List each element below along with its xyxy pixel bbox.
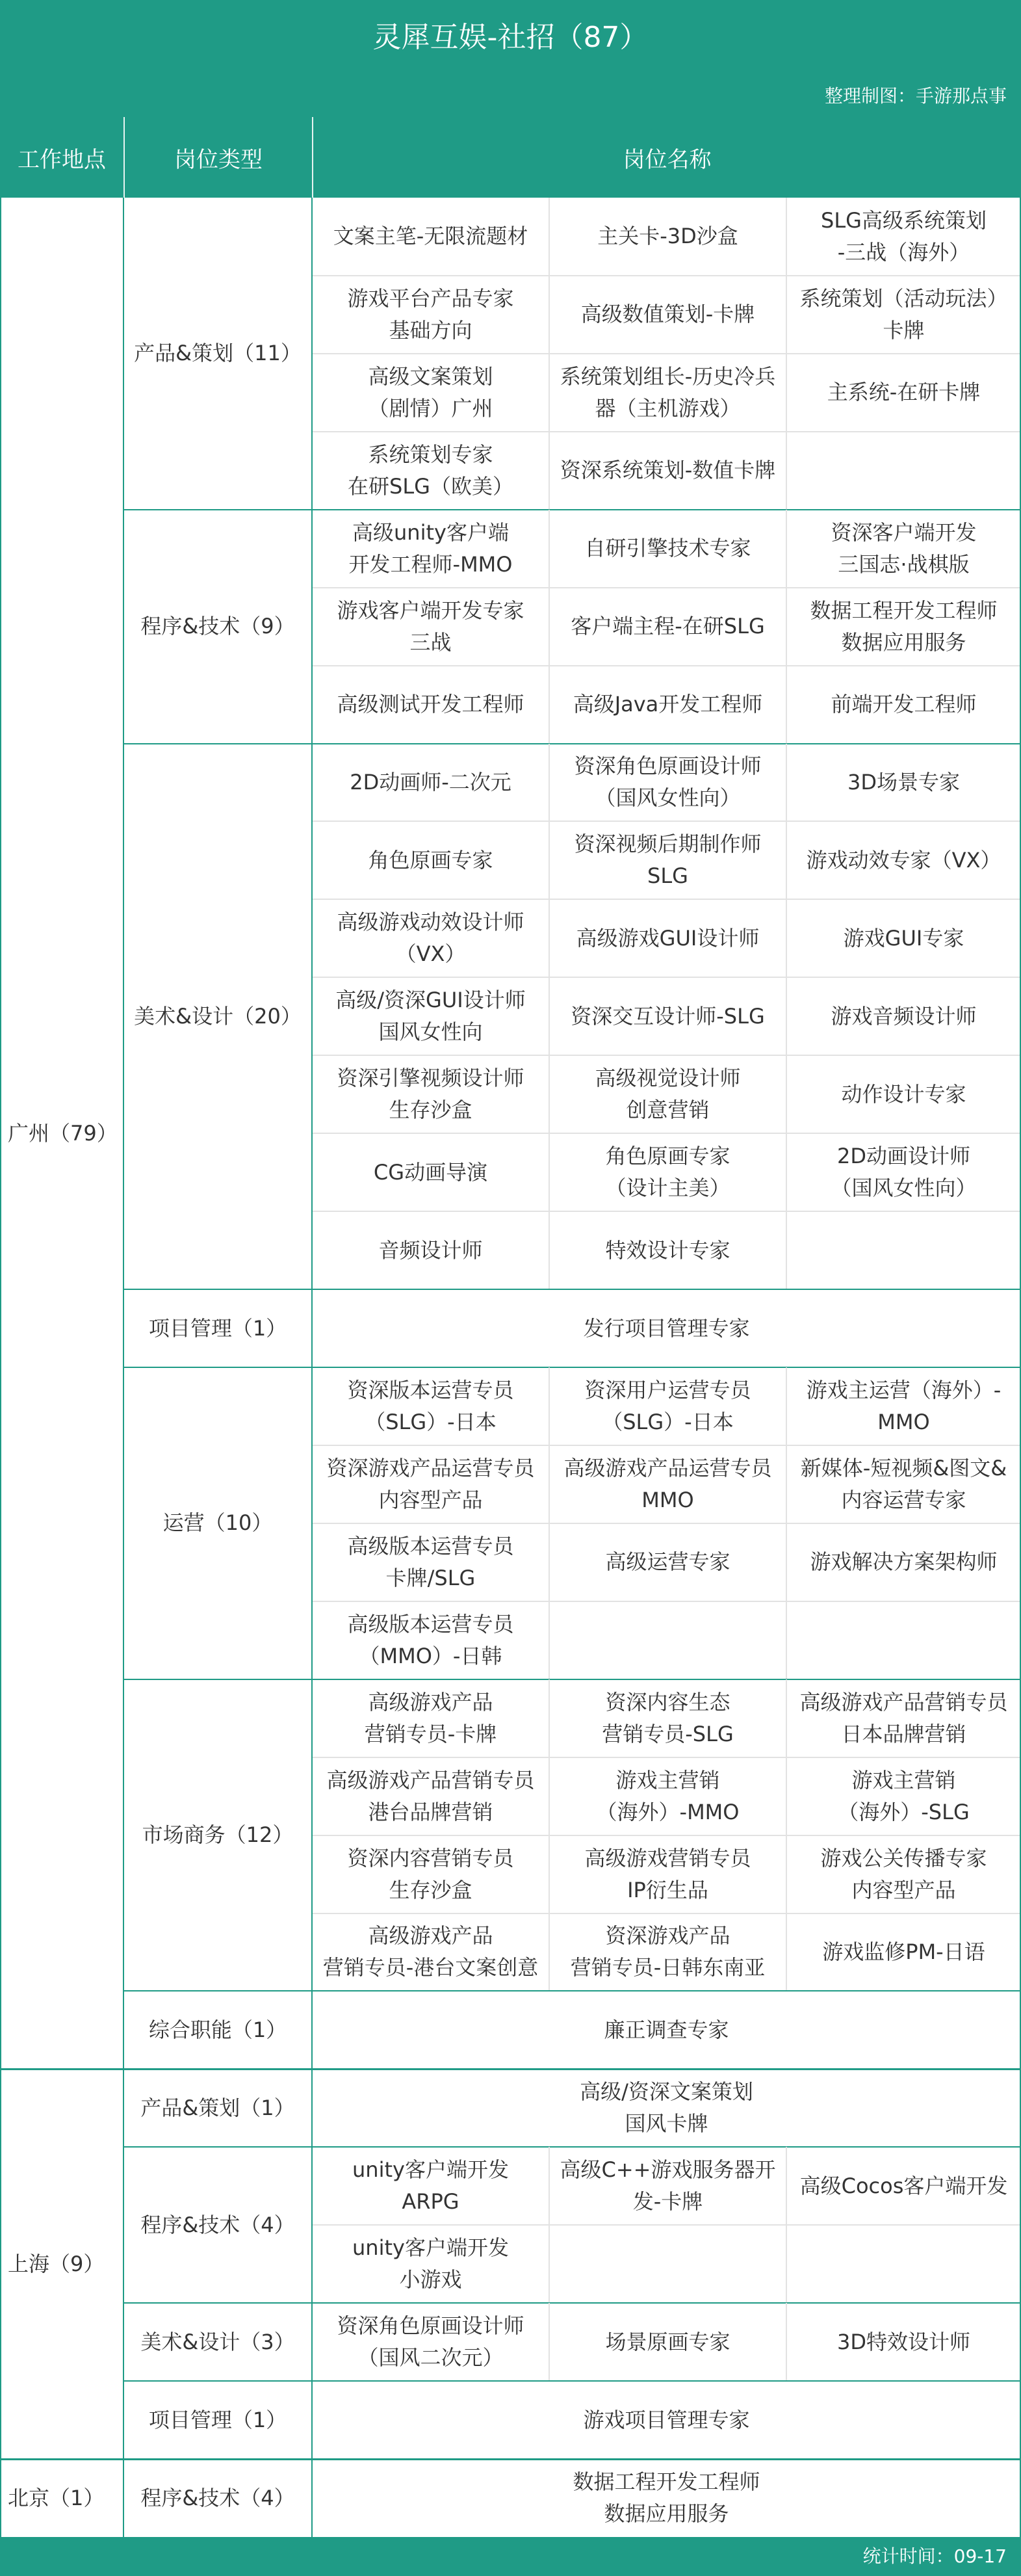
job-cell: 廉正调查专家 bbox=[604, 2017, 729, 2042]
job-cell: 系统策划（活动玩法） 卡牌 bbox=[799, 285, 1008, 343]
row-divider bbox=[312, 1055, 1021, 1056]
job-cell: 高级游戏产品 营销专员-港台文案创意 bbox=[322, 1923, 539, 1980]
job-cell: 资深用户运营专员 （SLG）-日本 bbox=[584, 1377, 751, 1434]
page-title: 灵犀互娱-社招（87） bbox=[372, 21, 649, 54]
empty-cell bbox=[786, 432, 1021, 510]
job-cell: 高级测试开发工程师 bbox=[337, 692, 524, 717]
job-cell: 游戏主营销 （海外）-MMO bbox=[596, 1767, 740, 1824]
column-divider bbox=[549, 1679, 550, 1991]
job-cell: 特效设计专家 bbox=[605, 1237, 730, 1263]
job-cell: 资深客户端开发 三国志·战棋版 bbox=[831, 519, 977, 577]
category-cell: 综合职能（1） bbox=[148, 2017, 287, 2042]
job-cell: 音频设计师 bbox=[378, 1237, 483, 1263]
job-cell: 资深视频后期制作师 SLG bbox=[574, 832, 762, 889]
column-divider bbox=[786, 744, 787, 1290]
job-cell: 高级文案策划 （剧情）广州 bbox=[368, 363, 493, 421]
job-cell: 高级游戏GUI设计师 bbox=[576, 925, 760, 951]
title-banner bbox=[0, 0, 1021, 117]
row-divider bbox=[312, 1445, 1021, 1446]
job-cell: 高级/资深文案策划 国风卡牌 bbox=[580, 2079, 753, 2136]
column-divider bbox=[549, 510, 550, 744]
column-header-category: 岗位类型 bbox=[123, 117, 312, 198]
column-divider bbox=[549, 744, 550, 1290]
row-divider bbox=[312, 1913, 1021, 1914]
category-column-border bbox=[311, 198, 313, 2537]
job-cell: 系统策划专家 在研SLG（欧美） bbox=[348, 441, 513, 499]
empty-cell bbox=[786, 1601, 1021, 1679]
job-cell: 资深交互设计师-SLG bbox=[571, 1003, 765, 1029]
job-cell: 游戏音频设计师 bbox=[831, 1003, 977, 1029]
job-cell: 资深角色原画设计师 （国风女性向） bbox=[574, 754, 762, 811]
category-cell: 美术&设计（20） bbox=[134, 1003, 302, 1029]
category-cell: 产品&策划（1） bbox=[140, 2095, 295, 2120]
job-cell: 游戏项目管理专家 bbox=[583, 2407, 750, 2432]
column-divider bbox=[786, 2303, 787, 2381]
row-divider bbox=[312, 1601, 1021, 1602]
row-divider bbox=[312, 587, 1021, 588]
job-cell: 游戏监修PM-日语 bbox=[822, 1939, 985, 1964]
location-cell: 广州（79） bbox=[8, 1120, 118, 1146]
job-cell: 资深内容生态 营销专员-SLG bbox=[602, 1689, 734, 1746]
location-cell: 上海（9） bbox=[8, 2251, 105, 2276]
job-cell: 动作设计专家 bbox=[841, 1081, 966, 1107]
job-cell: 客户端主程-在研SLG bbox=[571, 614, 765, 639]
job-cell: 2D动画设计师 （国风女性向） bbox=[831, 1144, 977, 1201]
job-cell: 高级游戏产品营销专员 港台品牌营销 bbox=[326, 1767, 535, 1824]
job-cell: 高级游戏产品营销专员 日本品牌营销 bbox=[799, 1689, 1008, 1746]
row-divider bbox=[312, 665, 1021, 666]
column-divider bbox=[786, 2147, 787, 2303]
job-cell: 高级游戏营销专员 IP衍生品 bbox=[584, 1845, 751, 1902]
column-divider bbox=[786, 510, 787, 744]
empty-cell bbox=[786, 1211, 1021, 1289]
category-cell: 市场商务（12） bbox=[142, 1822, 294, 1848]
job-cell: 数据工程开发工程师 数据应用服务 bbox=[810, 598, 998, 655]
job-cell: 游戏主运营（海外）- MMO bbox=[806, 1377, 1002, 1434]
job-cell: 文案主笔-无限流题材 bbox=[333, 224, 528, 249]
row-divider bbox=[312, 353, 1021, 354]
stat-time: 统计时间：09-17 bbox=[862, 2545, 1007, 2567]
row-divider bbox=[312, 1757, 1021, 1758]
category-cell: 项目管理（1） bbox=[148, 2407, 287, 2432]
empty-cell bbox=[786, 2225, 1021, 2303]
category-cell: 运营（10） bbox=[162, 1510, 273, 1536]
job-cell: 2D动画师-二次元 bbox=[350, 769, 511, 795]
column-header-location: 工作地点 bbox=[0, 117, 123, 198]
job-cell: unity客户端开发 小游戏 bbox=[352, 2235, 509, 2293]
column-divider bbox=[549, 2303, 550, 2381]
job-cell: 游戏动效专家（VX） bbox=[806, 847, 1002, 873]
job-cell: 前端开发工程师 bbox=[831, 692, 977, 717]
job-cell: CG动画导演 bbox=[373, 1159, 488, 1185]
category-cell: 产品&策划（11） bbox=[134, 341, 302, 366]
job-cell: 场景原画专家 bbox=[605, 2329, 730, 2354]
row-divider bbox=[312, 1211, 1021, 1212]
job-cell: 游戏GUI专家 bbox=[843, 925, 964, 951]
credit-text: 整理制图：手游那点事 bbox=[824, 85, 1007, 107]
location-cell: 北京（1） bbox=[8, 2485, 105, 2510]
category-cell: 程序&技术（4） bbox=[140, 2212, 295, 2237]
job-cell: 游戏平台产品专家 基础方向 bbox=[347, 285, 514, 343]
job-cell: 资深版本运营专员 （SLG）-日本 bbox=[347, 1377, 514, 1434]
job-cell: 资深游戏产品 营销专员-日韩东南亚 bbox=[570, 1923, 766, 1980]
job-cell: 游戏客户端开发专家 三战 bbox=[337, 598, 524, 655]
row-divider bbox=[312, 275, 1021, 276]
location-column-border bbox=[123, 198, 124, 2537]
job-cell: unity客户端开发 ARPG bbox=[352, 2157, 509, 2215]
footer-bar bbox=[0, 2537, 1021, 2576]
job-cell: 3D特效设计师 bbox=[836, 2329, 970, 2354]
column-header-job-title: 岗位名称 bbox=[312, 117, 1021, 198]
column-divider bbox=[549, 2147, 550, 2303]
job-cell: 高级Java开发工程师 bbox=[573, 692, 763, 717]
row-divider bbox=[312, 899, 1021, 900]
job-cell: 资深内容营销专员 生存沙盒 bbox=[347, 1845, 514, 1902]
empty-cell bbox=[549, 1601, 786, 1679]
job-cell: 高级Cocos客户端开发 bbox=[799, 2173, 1008, 2198]
job-cell: 资深引擎视频设计师 生存沙盒 bbox=[337, 1066, 524, 1123]
row-divider bbox=[312, 821, 1021, 822]
job-cell: 高级游戏动效设计师 （VX） bbox=[337, 910, 524, 967]
job-cell: 角色原画专家 bbox=[368, 847, 493, 873]
row-divider bbox=[312, 1133, 1021, 1134]
job-cell: 高级C++游戏服务器开 发-卡牌 bbox=[560, 2157, 776, 2215]
job-cell: 高级unity客户端 开发工程师-MMO bbox=[348, 519, 513, 577]
job-cell: 系统策划组长-历史冷兵 器（主机游戏） bbox=[560, 363, 776, 421]
job-cell: 游戏解决方案架构师 bbox=[810, 1549, 998, 1575]
job-cell: 高级版本运营专员 卡牌/SLG bbox=[347, 1533, 514, 1590]
job-cell: 新媒体-短视频&图文& 内容运营专家 bbox=[800, 1455, 1007, 1512]
job-cell: 自研引擎技术专家 bbox=[584, 536, 751, 561]
column-divider bbox=[786, 1367, 787, 1679]
job-cell: 资深系统策划-数值卡牌 bbox=[560, 458, 776, 483]
job-cell: 3D场景专家 bbox=[847, 769, 960, 795]
row-divider bbox=[312, 1523, 1021, 1524]
row-divider bbox=[312, 977, 1021, 978]
job-cell: 高级视觉设计师 创意营销 bbox=[595, 1066, 741, 1123]
column-divider bbox=[786, 1679, 787, 1991]
job-cell: 高级版本运营专员 （MMO）-日韩 bbox=[347, 1611, 514, 1668]
category-cell: 美术&设计（3） bbox=[140, 2329, 295, 2354]
job-cell: SLG高级系统策划 -三战（海外） bbox=[821, 207, 987, 265]
row-divider bbox=[312, 2224, 1021, 2226]
job-cell: 高级游戏产品 营销专员-卡牌 bbox=[364, 1689, 497, 1746]
job-cell: 主系统-在研卡牌 bbox=[827, 380, 981, 405]
empty-cell bbox=[549, 2225, 786, 2303]
category-cell: 项目管理（1） bbox=[148, 1315, 287, 1341]
job-cell: 游戏主营销 （海外）-SLG bbox=[838, 1767, 970, 1824]
job-cell: 资深游戏产品运营专员 内容型产品 bbox=[326, 1455, 535, 1512]
column-divider bbox=[786, 198, 787, 510]
job-cell: 资深角色原画设计师 （国风二次元） bbox=[337, 2313, 524, 2371]
job-cell: 高级/资深GUI设计师 国风女性向 bbox=[335, 988, 526, 1045]
column-divider bbox=[549, 198, 550, 510]
row-divider bbox=[312, 431, 1021, 432]
left-border bbox=[0, 198, 1, 2537]
row-divider bbox=[312, 1835, 1021, 1836]
category-cell: 程序&技术（9） bbox=[140, 614, 295, 639]
job-cell: 发行项目管理专家 bbox=[583, 1315, 750, 1341]
column-divider bbox=[549, 1367, 550, 1679]
job-cell: 主关卡-3D沙盒 bbox=[597, 224, 738, 249]
job-cell: 高级游戏产品运营专员 MMO bbox=[563, 1455, 772, 1512]
job-cell: 高级数值策划-卡牌 bbox=[580, 302, 755, 327]
job-cell: 角色原画专家 （设计主美） bbox=[605, 1144, 730, 1201]
job-cell: 高级运营专家 bbox=[605, 1549, 730, 1575]
job-cell: 数据工程开发工程师 数据应用服务 bbox=[573, 2469, 760, 2527]
job-cell: 游戏公关传播专家 内容型产品 bbox=[820, 1845, 987, 1902]
category-cell: 程序&技术（4） bbox=[140, 2485, 295, 2510]
